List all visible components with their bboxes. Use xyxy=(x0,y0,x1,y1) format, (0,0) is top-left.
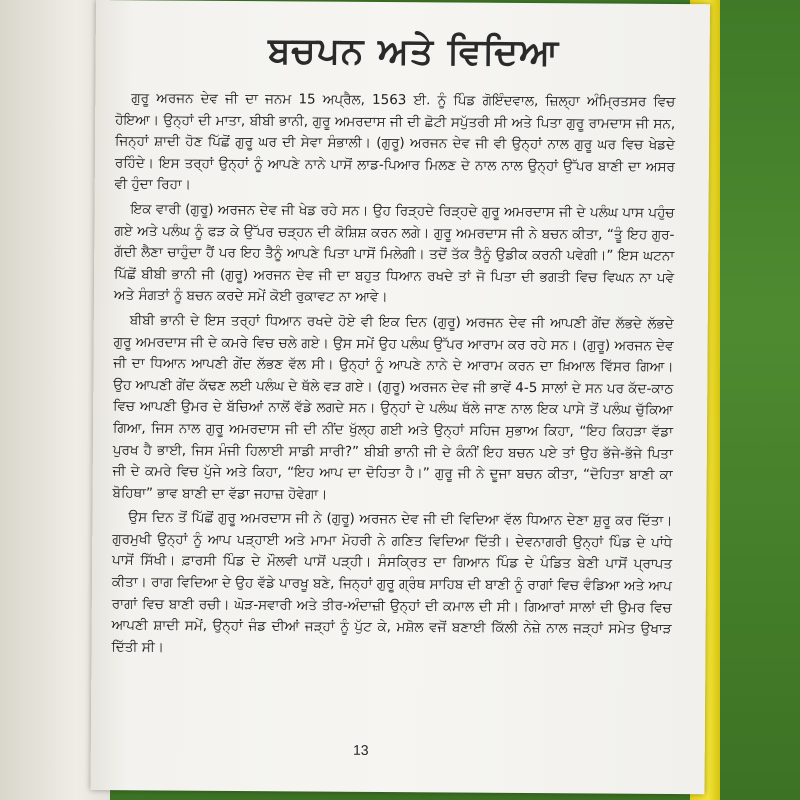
chapter-title: ਬਚਪਨ ਅਤੇ ਵਿਦਿਆ xyxy=(267,30,560,74)
book-page xyxy=(90,0,710,794)
paragraph-4: ਉਸ ਦਿਨ ਤੋਂ ਪਿੱਛੋਂ ਗੁਰੂ ਅਮਰਦਾਸ ਜੀ ਨੇ (ਗੁਰੂ) ਅਰਜਨ ਦੇਵ ਜੀ ਦੀ ਵਿਦਿਆ ਵੱਲ ਧਿਆਨ ਦੇਣਾ ਸ਼ੁਰੂ ਕਰ ਦਿੱਤਾ। ਗੁਰਮੁਖੀ ਉਨ੍ਹਾਂ ਨੂੰ ਆਪ ਪੜ੍ਹਾਈ ਅਤੇ ਮਾਮਾ ਮੋਹਰੀ ਨੇ ਗਣਿਤ ਵਿਦਿਆ ਦਿੱਤੀ। ਦੇਵਨਾਗਰੀ ਉਨ੍ਹਾਂ ਪਿੰਡ ਦੇ ਪਾਂਧੇ ਪਾਸੋਂ ਸਿੱਖੀ। ਫ਼ਾਰਸੀ ਪਿੰਡ ਦੇ ਮੌਲਵੀ ਪਾਸੋਂ ਪੜ੍ਹੀ। ਸੰਸਕ੍ਰਿਤ ਦਾ ਗਿਆਨ ਪਿੰਡ ਦੇ ਪੰਡਿਤ ਬੇਣੀ ਪਾਸੋਂ ਪ੍ਰਾਪਤ ਕੀਤਾ। ਰਾਗ ਵਿਦਿਆ ਦੇ ਉਹ ਵੱਡੇ ਪਾਰਖੂ ਬਣੇ, ਜਿਨ੍ਹਾਂ ਗੁਰੂ ਗ੍ਰੰਥ ਸਾਹਿਬ ਦੀ ਬਾਣੀ ਨੂੰ ਰਾਗਾਂ ਵਿਚ ਵੰਡਿਆ ਅਤੇ ਆਪ ਰਾਗਾਂ ਵਿਚ ਬਾਣੀ ਰਚੀ। ਘੋੜ-ਸਵਾਰੀ ਅਤੇ ਤੀਰ-ਅੰਦਾਜ਼ੀ ਉਨ੍ਹਾਂ ਦੀ ਕਮਾਲ ਦੀ ਸੀ। ਗਿਆਰਾਂ ਸਾਲਾਂ ਦੀ ਉਮਰ ਵਿਚ ਆਪਣੀ ਸ਼ਾਦੀ ਸਮੇਂ, ਉਨ੍ਹਾਂ ਜੰਡ ਦੀਆਂ ਜੜ੍ਹਾਂ ਨੂੰ ਪੁੱਟ ਕੇ, ਮਸ਼ੋਲ ਵਜੋਂ ਬਣਾਈ ਕਿੱਲੀ ਨੇਜ਼ੇ ਨਾਲ ਜੜ੍ਹਾਂ ਸਮੇਤ ਉਖਾੜ ਦਿੱਤੀ ਸੀ। xyxy=(111,509,673,656)
paragraph-2: ਇਕ ਵਾਰੀ (ਗੁਰੂ) ਅਰਜਨ ਦੇਵ ਜੀ ਖੇਡ ਰਹੇ ਸਨ। ਉਹ ਰਿੜ੍ਹਦੇ ਰਿੜ੍ਹਦੇ ਗੁਰੂ ਅਮਰਦਾਸ ਜੀ ਦੇ ਪਲੰਘ ਪਾਸ ਪਹੁੰਚ ਗਏ ਅਤੇ ਪਲੰਘ ਨੂੰ ਫੜ ਕੇ ਉੱਪਰ ਚੜ੍ਹਨ ਦੀ ਕੋਸ਼ਿਸ਼ ਕਰਨ ਲਗੇ। ਗੁਰੂ ਅਮਰਦਾਸ ਜੀ ਨੇ ਬਚਨ ਕੀਤਾ, “ਤੂੰ ਇਹ ਗੁਰ-ਗੱਦੀ ਲੈਣਾ ਚਾਹੁੰਦਾ ਹੈਂ ਪਰ ਇਹ ਤੈਨੂੰ ਆਪਣੇ ਪਿਤਾ ਪਾਸੋਂ ਮਿਲੇਗੀ। ਤਦੋਂ ਤੱਕ ਤੈਨੂੰ ਉਡੀਕ ਕਰਨੀ ਪਵੇਗੀ।” ਇਸ ਘਟਨਾ ਪਿੱਛੋਂ ਬੀਬੀ ਭਾਨੀ ਜੀ (ਗੁਰੂ) ਅਰਜਨ ਦੇਵ ਜੀ ਦਾ ਬਹੁਤ ਧਿਆਨ ਰਖਦੇ ਤਾਂ ਜੋ ਪਿਤਾ ਦੀ ਭਗਤੀ ਵਿਚ ਵਿਘਨ ਨਾ ਪਵੇ ਅਤੇ ਸੰਗਤਾਂ ਨੂੰ ਬਚਨ ਕਰਦੇ ਸਮੇਂ ਕੋਈ ਰੁਕਾਵਟ ਨਾ ਆਵੇ। xyxy=(113,201,675,306)
body-text xyxy=(111,88,675,665)
page-number: 13 xyxy=(352,741,369,758)
paragraph-1: ਗੁਰੂ ਅਰਜਨ ਦੇਵ ਜੀ ਦਾ ਜਨਮ 15 ਅਪ੍ਰੈਲ, 1563 ਈ. ਨੂੰ ਪਿੰਡ ਗੋਇੰਦਵਾਲ, ਜ਼ਿਲ੍ਹਾ ਅੰਮ੍ਰਿਤਸਰ ਵਿਚ ਹੋਇਆ। ਉਨ੍ਹਾਂ ਦੀ ਮਾਤਾ, ਬੀਬੀ ਭਾਨੀ, ਗੁਰੂ ਅਮਰਦਾਸ ਜੀ ਦੀ ਛੋਟੀ ਸਪੁੱਤਰੀ ਸੀ ਅਤੇ ਪਿਤਾ ਗੁਰੂ ਰਾਮਦਾਸ ਜੀ ਸਨ, ਜਿਨ੍ਹਾਂ ਸ਼ਾਦੀ ਹੋਣ ਪਿੱਛੋਂ ਗੁਰੂ ਘਰ ਦੀ ਸੇਵਾ ਸੰਭਾਲੀ। (ਗੁਰੂ) ਅਰਜਨ ਦੇਵ ਜੀ ਵੀ ਉਨ੍ਹਾਂ ਨਾਲ ਗੁਰੂ ਘਰ ਵਿਚ ਖੇਡਦੇ ਰਹਿੰਦੇ। ਇਸ ਤਰ੍ਹਾਂ ਉਨ੍ਹਾਂ ਨੂੰ ਆਪਣੇ ਨਾਨੇ ਪਾਸੋਂ ਲਾਡ-ਪਿਆਰ ਮਿਲਣ ਦੇ ਨਾਲ ਨਾਲ ਉਨ੍ਹਾਂ ਉੱਪਰ ਬਾਣੀ ਦਾ ਅਸਰ ਵੀ ਹੁੰਦਾ ਰਿਹਾ। xyxy=(114,90,676,194)
paragraph-3: ਬੀਬੀ ਭਾਨੀ ਦੇ ਇਸ ਤਰ੍ਹਾਂ ਧਿਆਨ ਰਖਦੇ ਹੋਏ ਵੀ ਇਕ ਦਿਨ (ਗੁਰੂ) ਅਰਜਨ ਦੇਵ ਜੀ ਆਪਣੀ ਗੇਂਦ ਲੱਭਦੇ ਲੱਭਦੇ ਗੁਰੂ ਅਮਰਦਾਸ ਜੀ ਦੇ ਕਮਰੇ ਵਿਚ ਚਲੇ ਗਏ। ਉਸ ਸਮੇਂ ਉਹ ਪਲੰਘ ਉੱਪਰ ਆਰਾਮ ਕਰ ਰਹੇ ਸਨ। (ਗੁਰੂ) ਅਰਜਨ ਦੇਵ ਜੀ ਦਾ ਧਿਆਨ ਆਪਣੀ ਗੇਂਦ ਲੱਭਣ ਵੱਲ ਸੀ। ਉਨ੍ਹਾਂ ਨੂੰ ਆਪਣੇ ਨਾਨੇ ਦੇ ਆਰਾਮ ਕਰਨ ਦਾ ਖ਼ਿਆਲ ਵਿੱਸਰ ਗਿਆ। ਉਹ ਆਪਣੀ ਗੇਂਦ ਕੱਢਣ ਲਈ ਪਲੰਘ ਦੇ ਥੱਲੇ ਵੜ ਗਏ। (ਗੁਰੂ) ਅਰਜਨ ਦੇਵ ਜੀ ਭਾਵੇਂ 4-5 ਸਾਲਾਂ ਦੇ ਸਨ ਪਰ ਕੱਦ-ਕਾਠ ਵਿਚ ਆਪਣੀ ਉਮਰ ਦੇ ਬੱਚਿਆਂ ਨਾਲੋਂ ਵੱਡੇ ਲਗਦੇ ਸਨ। ਉਨ੍ਹਾਂ ਦੇ ਪਲੰਘ ਥੱਲੇ ਜਾਣ ਨਾਲ ਇਕ ਪਾਸੇ ਤੋਂ ਪਲੰਘ ਚੁੱਕਿਆ ਗਿਆ, ਜਿਸ ਨਾਲ ਗੁਰੂ ਅਮਰਦਾਸ ਜੀ ਦੀ ਨੀਂਦ ਖੁੱਲ੍ਹ ਗਈ ਅਤੇ ਉਨ੍ਹਾਂ ਸਹਿਜ ਸੁਭਾਅ ਕਿਹਾ, “ਇਹ ਕਿਹੜਾ ਵੱਡਾ ਪੁਰਖ ਹੈ ਭਾਈ, ਜਿਸ ਮੰਜੀ ਹਿਲਾਈ ਸਾਡੀ ਸਾਰੀ?” ਬੀਬੀ ਭਾਨੀ ਜੀ ਦੇ ਕੰਨੀਂ ਇਹ ਬਚਨ ਪਏ ਤਾਂ ਉਹ ਭੱਜੇ-ਭੱਜੇ ਪਿਤਾ ਜੀ ਦੇ ਕਮਰੇ ਵਿਚ ਪੁੱਜੇ ਅਤੇ ਕਿਹਾ, “ਇਹ ਆਪ ਦਾ ਦੋਹਿਤਾ ਹੈ।” ਗੁਰੂ ਜੀ ਨੇ ਦੂਜਾ ਬਚਨ ਕੀਤਾ, “ਦੋਹਿਤਾ ਬਾਣੀ ਕਾ ਬੋਹਿਥਾ” ਭਾਵ ਬਾਣੀ ਦਾ ਵੱਡਾ ਜਹਾਜ਼ ਹੋਵੇਗਾ। xyxy=(112,312,674,503)
